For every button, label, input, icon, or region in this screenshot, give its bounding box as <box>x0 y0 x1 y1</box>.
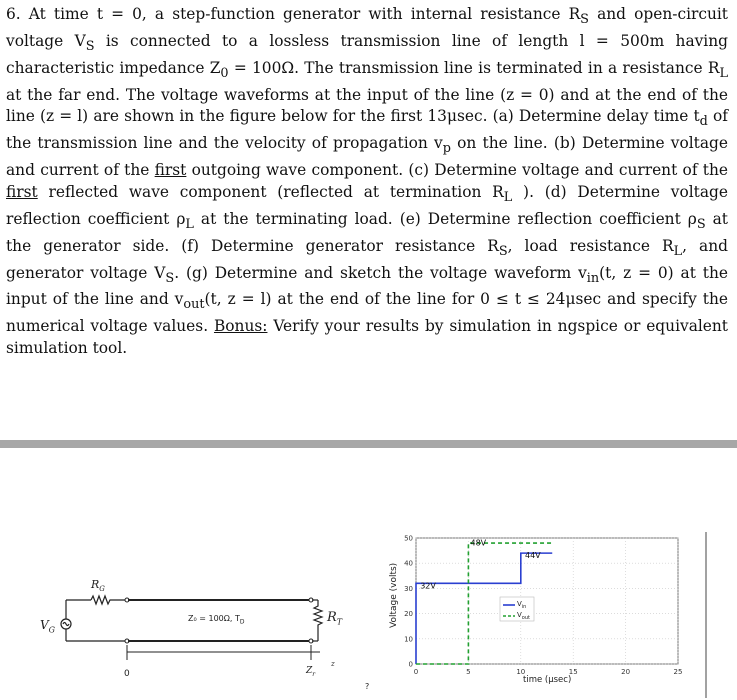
chart-legend <box>500 597 534 621</box>
problem-statement <box>6 4 728 360</box>
z-axis-label: z <box>331 660 335 668</box>
x-tick-label: 20 <box>621 668 631 676</box>
y-tick-label: 20 <box>404 610 413 619</box>
line-impedance-label: Z₀ = 100Ω, $T_D$ <box>188 614 245 626</box>
section-divider <box>0 440 737 448</box>
x-tick-label: 0 <box>413 668 419 676</box>
z-origin-label: 0 <box>124 669 130 679</box>
y-tick-label: 10 <box>404 635 413 644</box>
y-tick-label: 30 <box>404 584 413 593</box>
rg-resistor-symbol <box>91 596 127 604</box>
x-axis-label: time (μsec) <box>523 675 572 685</box>
problem-number: 6. <box>6 5 21 23</box>
y-tick-label: 50 <box>404 534 413 543</box>
x-tick-label: 15 <box>568 668 578 676</box>
x-tick-label: 5 <box>466 668 471 676</box>
problem-text: At time t = 0, a step-function generator with internal resistance $R_S$ and open-circuit voltage $V_S$ is connected to a lossless transmission line of length l = 500m having characteristic impedance $Z_0 = 100\Omega$. The transmission line is terminated in a resistance $R_L$ at the far end. The voltage waveforms at the input of the line (z = 0) and at the end of the line (z = l) are shown in the figure below for the first 13μsec. (a) Determine delay time $t_d$ of the transmission line and the velocity of propagation $v_p$ on the line. (b) Determine voltage and current of the first outgoing wave component. (c) Determine voltage and current of the first reflected wave component (reflected at termination $R_L$ ). (d) Determine voltage reflection coefficient $\rho_L$ at the terminating load. (e) Determine reflection coefficient $\rho_S$ at the generator side. (f) Determine generator resistance $R_S$, load resistance $R_L$, and generator voltage $V_S$. (g) Determine and sketch the voltage waveform $v_{in}(t$, z = 0) at the input of the line and $v_{out}(t$, z = l) at the end of the line for 0 ≤ t ≤ 24μsec and specify the numerical voltage values. Bonus: Verify your results by simulation in ngspice or equivalent simulation tool. <box>6 5 728 358</box>
annotation-label: 32V <box>420 581 436 591</box>
y-tick-label: 0 <box>408 660 413 669</box>
y-tick-label: 40 <box>404 559 413 568</box>
rt-label: $R_T$ <box>327 610 343 627</box>
legend-vin: $V_{in}$ <box>517 600 527 610</box>
load-resistor-symbol <box>312 600 322 641</box>
vg-label: $V_G$ <box>40 618 56 635</box>
annotation-label: 44V <box>524 551 541 561</box>
voltage-source-symbol <box>61 600 127 641</box>
rg-label: $R_G$ <box>91 578 105 594</box>
chart-frame <box>416 538 678 664</box>
x-tick-label: 10 <box>516 668 526 676</box>
voltage-waveform-chart <box>380 528 737 700</box>
y-axis-label: Voltage (volts) <box>389 562 399 628</box>
legend-vout: $V_{out}$ <box>517 611 530 621</box>
annotation-label: 48V <box>470 538 487 548</box>
zl-label: $Z_r$ <box>306 666 316 678</box>
x-tick-label: 25 <box>673 668 683 676</box>
z-axis <box>127 645 320 660</box>
stray-mark: ? <box>365 682 370 691</box>
